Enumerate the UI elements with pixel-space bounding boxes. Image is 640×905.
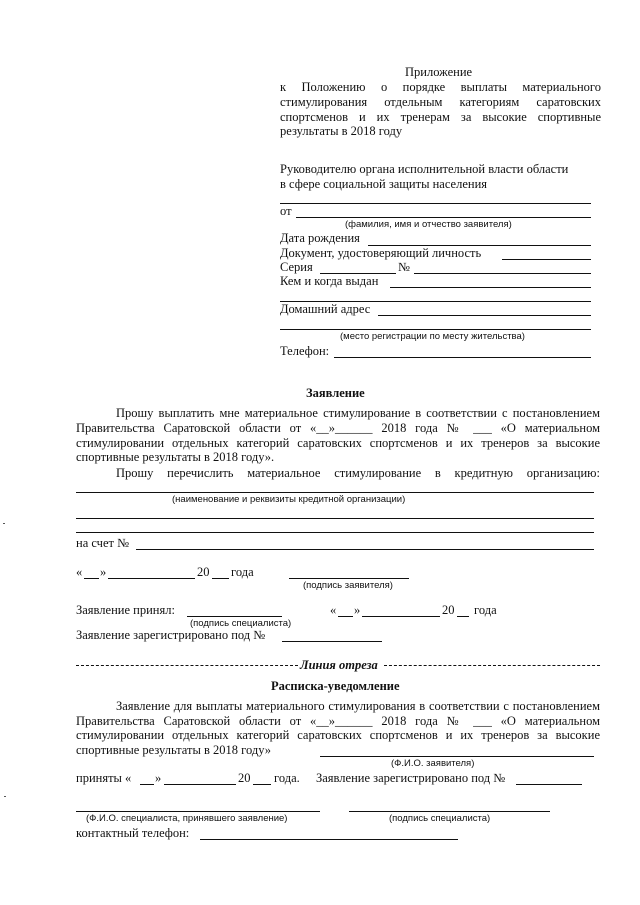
addressee-line-1: Руководителю органа исполнительной власти области: [280, 162, 569, 176]
receipt-year-prefix: 20: [238, 771, 251, 785]
receipt-specialist-fio-field[interactable]: [76, 811, 320, 812]
home-address-label: Домашний адрес: [280, 302, 371, 316]
receipt-title: Расписка-уведомление: [271, 679, 400, 693]
date-month-field[interactable]: [108, 578, 195, 579]
cut-line-left: [76, 665, 298, 666]
addressee-line-2: в сфере социальной защиты населения: [280, 177, 488, 191]
date-day-field[interactable]: [84, 578, 99, 579]
phone-field[interactable]: [334, 357, 591, 358]
date-year-word: года: [231, 565, 254, 579]
scan-mark: [4, 796, 6, 797]
id-document-label: Документ, удостоверяющий личность: [280, 246, 482, 260]
accepted-year-prefix: 20: [442, 603, 455, 617]
bank-field-3[interactable]: [76, 532, 594, 533]
applicant-signature-caption: (подпись заявителя): [303, 580, 393, 591]
fio-caption: (фамилия, имя и отчество заявителя): [345, 219, 512, 230]
cut-line-right: [384, 665, 600, 666]
receipt-specialist-signature-field[interactable]: [349, 811, 550, 812]
from-label: от: [280, 204, 292, 218]
receipt-fio-caption: (Ф.И.О. заявителя): [391, 758, 475, 769]
home-address-field[interactable]: [378, 315, 591, 316]
statement-para2: Прошу перечислить материальное стимулирование в кредитную организацию:: [116, 466, 600, 480]
receipt-day-field[interactable]: [140, 784, 154, 785]
statement-para1-line3: стимулировании отдельных категорий саратовских спортсменов и их тренеров за высокие: [76, 436, 600, 450]
birth-date-label: Дата рождения: [280, 231, 360, 245]
applicant-signature-field[interactable]: [289, 578, 409, 579]
id-document-field[interactable]: [502, 259, 591, 260]
home-address-field-2[interactable]: [280, 329, 591, 330]
statement-title: Заявление: [306, 386, 365, 400]
receipt-line-3: стимулировании отдельных категорий саратовских спортсменов и их тренеров за высокие: [76, 728, 600, 742]
date-year-field[interactable]: [212, 578, 229, 579]
accepted-date-close-quote: »: [354, 603, 361, 617]
bank-field[interactable]: [76, 492, 594, 493]
receipt-year-field[interactable]: [253, 784, 271, 785]
receipt-specialist-sig-caption: (подпись специалиста): [389, 813, 491, 824]
receipt-line-4: спортивные результаты в 2018 году»: [76, 743, 272, 757]
statement-para1-line4: спортивные результаты в 2018 году».: [76, 450, 275, 464]
accepted-label: Заявление принял:: [76, 603, 175, 617]
receipt-phone-label: контактный телефон:: [76, 826, 190, 840]
accepted-day-field[interactable]: [338, 616, 353, 617]
bank-field-2[interactable]: [76, 518, 594, 519]
appendix-line-4: результаты в 2018 году: [280, 124, 403, 138]
receipt-accepted-label: приняты «: [76, 771, 132, 785]
appendix-line-2: стимулирования отдельным категориям саратовских: [280, 95, 601, 109]
accepted-month-field[interactable]: [362, 616, 440, 617]
accepted-year-word: года: [474, 603, 497, 617]
receipt-line-1: Заявление для выплаты материального стимулирования в соответствии с постановлением: [116, 699, 600, 713]
from-field[interactable]: [296, 217, 591, 218]
addressee-blank-line[interactable]: [280, 203, 591, 204]
registered-number-field[interactable]: [282, 641, 382, 642]
appendix-title: Приложение: [405, 65, 473, 79]
number-label: №: [398, 260, 410, 274]
registered-label: Заявление зарегистрировано под №: [76, 628, 266, 642]
specialist-signature-field[interactable]: [187, 616, 282, 617]
receipt-phone-field[interactable]: [200, 839, 458, 840]
receipt-applicant-fio-field[interactable]: [320, 756, 594, 757]
scan-mark: [3, 523, 5, 524]
receipt-year-word: года.: [274, 771, 300, 785]
date-open-quote: «: [76, 565, 83, 579]
statement-para1-line2: Правительства Саратовской области от «__»______ 2018 года № ___ «О материальном: [76, 421, 600, 435]
account-label: на счет №: [76, 536, 130, 550]
accepted-date-open-quote: «: [330, 603, 337, 617]
appendix-line-1: к Положению о порядке выплаты материального: [280, 80, 601, 94]
receipt-month-field[interactable]: [164, 784, 236, 785]
receipt-specialist-fio-caption: (Ф.И.О. специалиста, принявшего заявление): [86, 813, 288, 824]
registration-caption: (место регистрации по месту жительства): [340, 331, 525, 342]
issued-by-field[interactable]: [390, 287, 591, 288]
receipt-line-2: Правительства Саратовской области от «__»______ 2018 года № ___ «О материальном: [76, 714, 600, 728]
cut-line-label: Линия отреза: [300, 658, 378, 672]
statement-para1-line1: Прошу выплатить мне материальное стимулирование в соответствии с постановлением: [116, 406, 600, 420]
date-year-prefix: 20: [197, 565, 210, 579]
receipt-registered-label: Заявление зарегистрировано под №: [316, 771, 506, 785]
account-field[interactable]: [136, 549, 594, 550]
appendix-line-3: спортсменов и их тренерам за высокие спортивные: [280, 110, 601, 124]
number-field[interactable]: [414, 273, 591, 274]
bank-caption: (наименование и реквизиты кредитной организации): [172, 494, 406, 505]
receipt-registered-number-field[interactable]: [516, 784, 582, 785]
date-close-quote: »: [100, 565, 107, 579]
phone-label: Телефон:: [280, 344, 330, 358]
series-label: Серия: [280, 260, 313, 274]
specialist-signature-caption: (подпись специалиста): [190, 618, 292, 629]
accepted-year-field[interactable]: [457, 616, 469, 617]
receipt-accepted-close-quote: »: [155, 771, 162, 785]
issued-by-label: Кем и когда выдан: [280, 274, 379, 288]
